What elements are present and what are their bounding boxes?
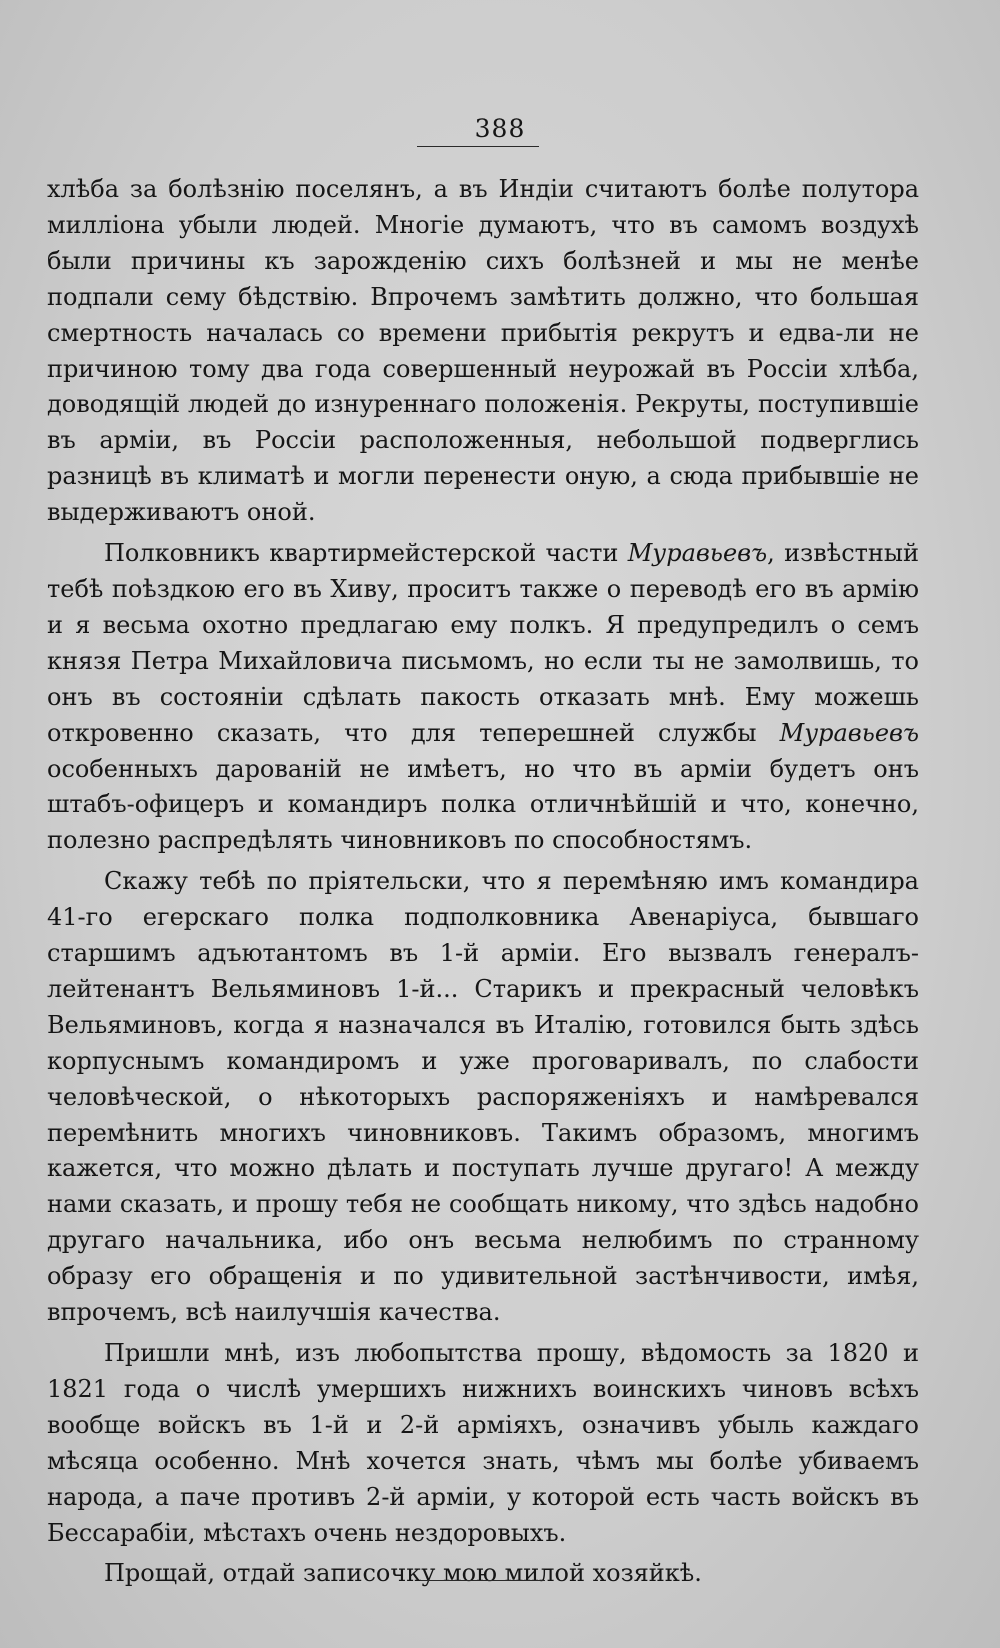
body-text bbox=[47, 172, 919, 1597]
footer-rule bbox=[420, 1580, 545, 1581]
paragraph-3 bbox=[47, 864, 919, 1331]
paragraph-text: Пришли мнѣ, изъ любопытства прошу, вѣдомость за 1820 и 1821 года о числѣ умершихъ нижнихъ воинскихъ чиновъ всѣхъ вообще войскъ въ 1-й и 2-й арміяхъ, означивъ убыль каждаго мѣсяца особенно. Мнѣ хочется знать, чѣмъ мы болѣе убиваемъ народа, а паче противъ 2-й арміи, у которой есть часть войскъ въ Бессарабіи, мѣстахъ очень нездоровыхъ. bbox=[47, 1339, 919, 1547]
paragraph-text: Скажу тебѣ по пріятельски, что я перемѣняю имъ командира 41-го егерскаго полка подполковника Авенаріуса, бывшаго старшимъ адъютантомъ въ 1-й арміи. Его вызвалъ генералъ-лейтенантъ Вельяминовъ 1-й... Старикъ и прекрасный человѣкъ Вельяминовъ, когда я назначался въ Италію, готовился быть здѣсь корпуснымъ командиромъ и уже проговаривалъ, по слабости человѣческой, о нѣкоторыхъ распоряженіяхъ и намѣревался перемѣнить многихъ чиновниковъ. Такимъ образомъ, многимъ кажется, что можно дѣлать и поступать лучше другаго! А между нами сказать, и прошу тебя не сообщать никому, что здѣсь надобно другаго начальника, ибо онъ весьма нелюбимъ по странному образу его обращенія и по удивительной застѣнчивости, имѣя, впрочемъ, всѣ наилучшія качества. bbox=[47, 867, 919, 1327]
paragraph-text: , извѣстный тебѣ поѣздкою его въ Хиву, проситъ также о переводѣ его въ армію и я весьма охотно предлагаю ему полкъ. Я предупредилъ о семъ князя Петра Михайловича письмомъ, но если ты не замолвишь, то онъ въ состояніи сдѣлать пакость отказать мнѣ. Ему можешь откровенно сказать, что для теперешней службы bbox=[47, 539, 919, 747]
paragraph-text: Полковникъ квартирмейстерской части bbox=[104, 539, 628, 568]
italic-name-muravyev: Муравьевъ bbox=[627, 539, 768, 568]
paragraph-5 bbox=[47, 1556, 919, 1592]
page-number: 388 bbox=[474, 114, 526, 143]
paragraph-text: Прощай, отдай записочку мою милой хозяйкѣ. bbox=[104, 1559, 702, 1588]
header-rule bbox=[417, 146, 539, 147]
paragraph-4 bbox=[47, 1336, 919, 1551]
paragraph-2 bbox=[47, 536, 919, 859]
italic-name-muravyev: Муравьевъ bbox=[779, 718, 919, 747]
paragraph-text: хлѣба за болѣзнію поселянъ, а въ Индіи считаютъ болѣе полутора милліона убыли людей. Многіе думаютъ, что въ самомъ воздухѣ были причины къ зарожденію сихъ болѣзней и мы не менѣе подпали сему бѣдствію. Впрочемъ замѣтить должно, что большая смертность началась со времени прибытія рекрутъ и едва-ли не причиною тому два года совершенный неурожай въ Россіи хлѣба, доводящій людей до изнуреннаго положенія. Рекруты, поступившіе въ арміи, въ Россіи расположенныя, небольшой подверглись разницѣ въ климатѣ и могли перенести оную, а сюда прибывшіе не выдерживаютъ оной. bbox=[47, 175, 919, 527]
paragraph-1 bbox=[47, 172, 919, 531]
paragraph-text: особенныхъ дарованій не имѣетъ, но что въ арміи будетъ онъ штабъ-офицеръ и командиръ полка отличнѣйшій и что, конечно, полезно распредѣлять чиновниковъ по способностямъ. bbox=[47, 754, 919, 855]
